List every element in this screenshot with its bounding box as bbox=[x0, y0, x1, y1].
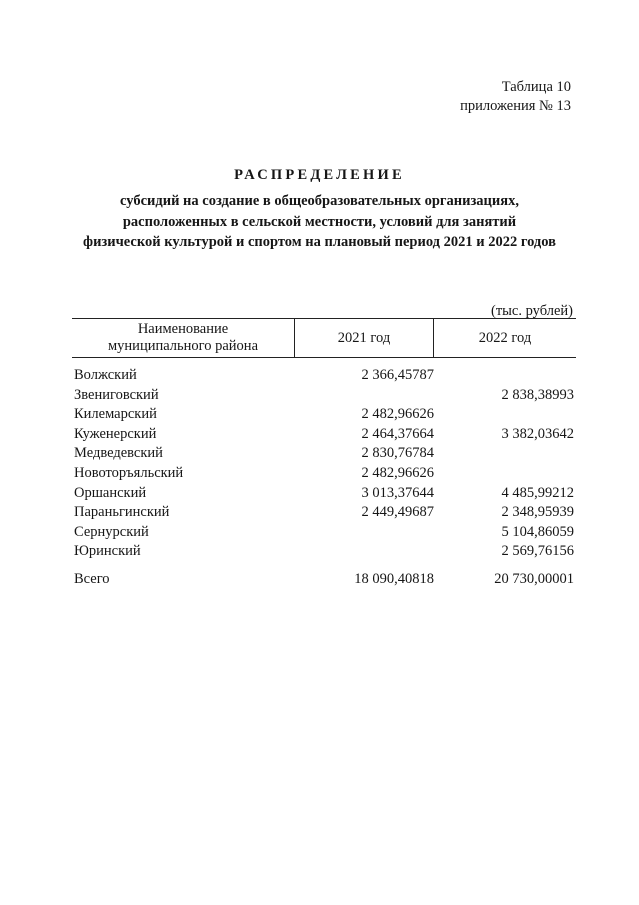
header-name-line-2: муниципального района bbox=[108, 338, 258, 354]
value-2022: 3 382,03642 bbox=[501, 425, 574, 442]
district-name: Параньгинский bbox=[74, 504, 170, 521]
subtitle-line-3: физической культурой и спортом на плановый период 2021 и 2022 годов bbox=[83, 234, 556, 250]
appendix-number: приложения № 13 bbox=[460, 98, 571, 114]
table-header bbox=[72, 318, 576, 358]
distribution-table bbox=[72, 318, 576, 590]
value-2021 bbox=[294, 386, 434, 406]
total-2021: 18 090,40818 bbox=[354, 570, 434, 587]
document-title: РАСПРЕДЕЛЕНИЕ bbox=[234, 167, 405, 183]
table-row bbox=[72, 405, 576, 425]
table-row bbox=[72, 503, 576, 523]
district-name: Новоторъяльский bbox=[74, 464, 184, 481]
table-number: Таблица 10 bbox=[501, 79, 571, 95]
district-name: Звениговский bbox=[74, 386, 159, 403]
total-2022: 20 730,00001 bbox=[494, 570, 574, 587]
subtitle-line-2: расположенных в сельской местности, условий для занятий bbox=[122, 213, 517, 230]
table-row bbox=[72, 444, 576, 464]
district-name: Куженерский bbox=[74, 425, 157, 442]
value-2021: 2 366,45787 bbox=[361, 367, 434, 383]
document-heading bbox=[0, 166, 639, 253]
subtitle-line-1: субсидий на создание в общеобразовательных организациях, bbox=[120, 193, 519, 209]
value-2022: 2 838,38993 bbox=[501, 386, 574, 403]
table-reference bbox=[460, 78, 571, 116]
value-2021: 2 482,96626 bbox=[361, 406, 434, 423]
value-2021: 2 464,37664 bbox=[361, 425, 434, 442]
value-2021: 2 830,76784 bbox=[361, 445, 434, 462]
value-2022 bbox=[434, 464, 576, 484]
table-row bbox=[72, 464, 576, 484]
table-row bbox=[72, 425, 576, 445]
table-row bbox=[72, 542, 576, 562]
document-subtitle bbox=[0, 191, 639, 253]
table-body bbox=[72, 358, 576, 590]
value-2021: 3 013,37644 bbox=[361, 484, 434, 501]
value-2022: 2 348,95939 bbox=[501, 504, 574, 521]
table-total-row bbox=[72, 570, 576, 590]
value-2022: 5 104,86059 bbox=[501, 523, 574, 540]
value-2022 bbox=[434, 405, 576, 425]
header-2021: 2021 год bbox=[294, 319, 434, 357]
value-2022: 2 569,76156 bbox=[501, 543, 574, 560]
table-row bbox=[72, 386, 576, 406]
district-name: Оршанский bbox=[74, 484, 147, 501]
units-label: (тыс. рублей) bbox=[491, 303, 573, 319]
header-2022: 2022 год bbox=[478, 329, 532, 346]
value-2021 bbox=[294, 523, 434, 543]
table-row bbox=[72, 366, 576, 386]
district-name: Килемарский bbox=[74, 406, 157, 423]
total-label: Всего bbox=[74, 570, 110, 587]
value-2022 bbox=[434, 366, 576, 386]
table-row bbox=[72, 484, 576, 504]
header-name-line-1: Наименование bbox=[137, 321, 229, 337]
district-name: Сернурский bbox=[74, 523, 149, 540]
value-2021 bbox=[294, 542, 434, 562]
district-name: Медведевский bbox=[74, 445, 163, 462]
value-2021: 2 482,96626 bbox=[361, 464, 434, 481]
district-name: Волжский bbox=[74, 367, 137, 383]
district-name: Юринский bbox=[74, 543, 141, 560]
header-district-name bbox=[72, 319, 294, 357]
value-2022 bbox=[434, 444, 576, 464]
value-2022: 4 485,99212 bbox=[501, 484, 574, 501]
value-2021: 2 449,49687 bbox=[361, 504, 434, 521]
table-row bbox=[72, 523, 576, 543]
